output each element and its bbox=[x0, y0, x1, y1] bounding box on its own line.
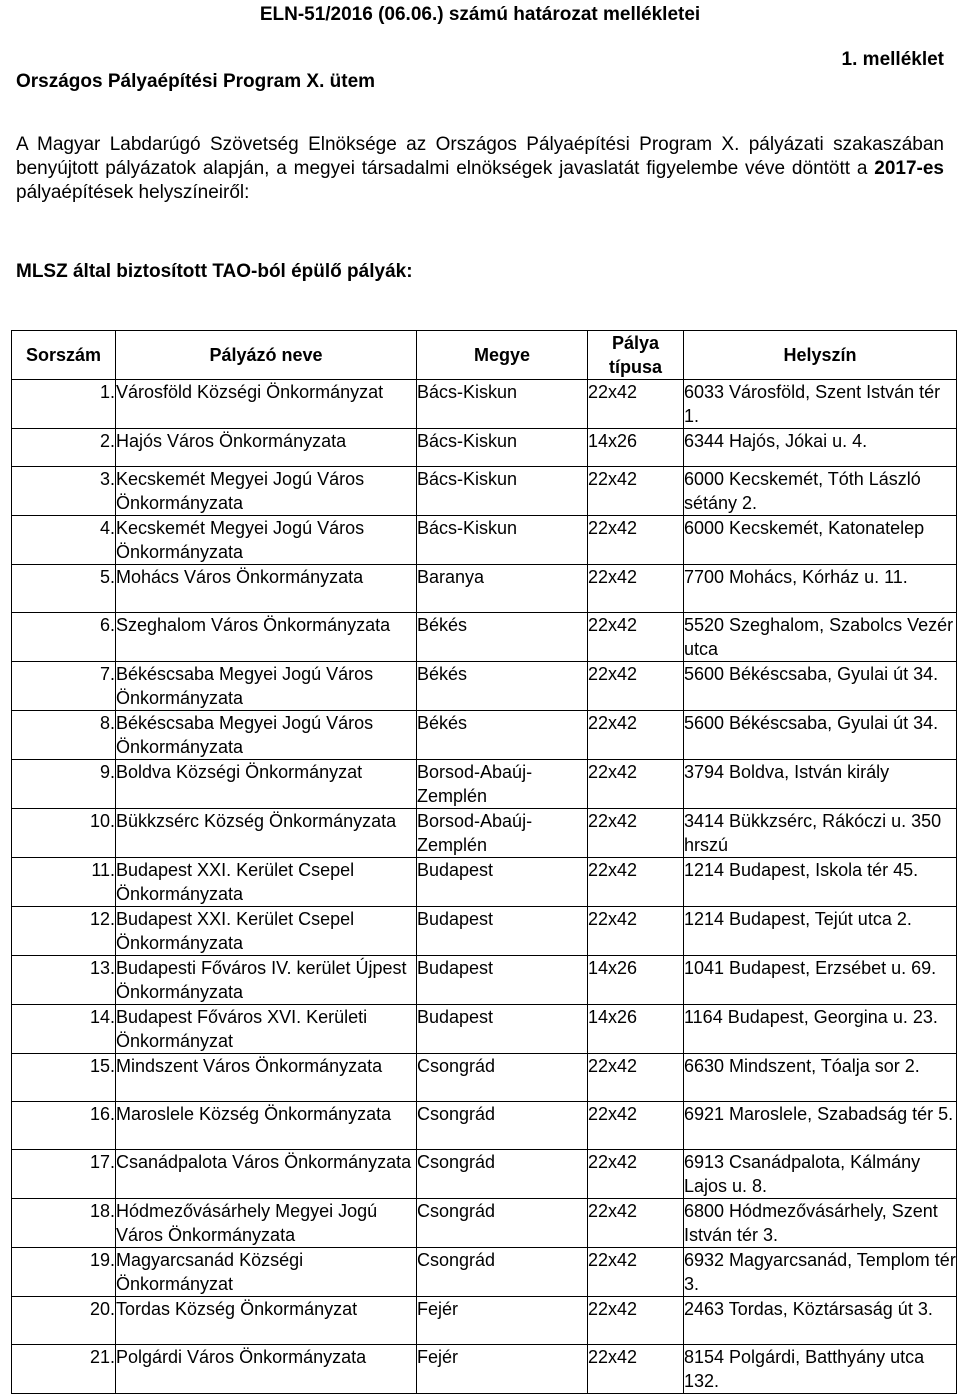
cell-type: 22x42 bbox=[588, 907, 684, 956]
cell-county: Fejér bbox=[417, 1345, 588, 1394]
program-title: Országos Pályaépítési Program X. ütem bbox=[16, 71, 376, 92]
cell-nr: 3. bbox=[12, 467, 116, 516]
table-row bbox=[12, 662, 957, 711]
cell-nr: 18. bbox=[12, 1199, 116, 1248]
cell-name: Békéscsaba Megyei Jogú Város Önkormányzata bbox=[116, 662, 417, 711]
cell-nr: 7. bbox=[12, 662, 116, 711]
header-nr: Sorszám bbox=[12, 331, 116, 380]
cell-name: Kecskemét Megyei Jogú Város Önkormányzata bbox=[116, 516, 417, 565]
cell-type: 22x42 bbox=[588, 711, 684, 760]
cell-type: 22x42 bbox=[588, 1345, 684, 1394]
cell-nr: 2. bbox=[12, 429, 116, 467]
cell-type: 22x42 bbox=[588, 858, 684, 907]
cell-address: 6033 Városföld, Szent István tér 1. bbox=[684, 380, 957, 429]
intro-year: 2017-es bbox=[874, 158, 944, 179]
cell-address: 8154 Polgárdi, Batthyány utca 132. bbox=[684, 1345, 957, 1394]
cell-address: 6000 Kecskemét, Katonatelep bbox=[684, 516, 957, 565]
pitch-table bbox=[11, 330, 957, 1394]
cell-nr: 21. bbox=[12, 1345, 116, 1394]
cell-name: Polgárdi Város Önkormányzata bbox=[116, 1345, 417, 1394]
cell-nr: 11. bbox=[12, 858, 116, 907]
header-county: Megye bbox=[417, 331, 588, 380]
cell-nr: 16. bbox=[12, 1102, 116, 1150]
cell-name: Hajós Város Önkormányzata bbox=[116, 429, 417, 467]
cell-address: 5520 Szeghalom, Szabolcs Vezér utca bbox=[684, 613, 957, 662]
cell-type: 22x42 bbox=[588, 760, 684, 809]
table-row bbox=[12, 1248, 957, 1297]
cell-name: Maroslele Község Önkormányzata bbox=[116, 1102, 417, 1150]
cell-address: 1041 Budapest, Erzsébet u. 69. bbox=[684, 956, 957, 1005]
cell-name: Magyarcsanád Községi Önkormányzat bbox=[116, 1248, 417, 1297]
cell-county: Csongrád bbox=[417, 1199, 588, 1248]
cell-name: Mindszent Város Önkormányzata bbox=[116, 1054, 417, 1102]
cell-type: 14x26 bbox=[588, 956, 684, 1005]
cell-county: Budapest bbox=[417, 956, 588, 1005]
cell-nr: 5. bbox=[12, 565, 116, 613]
cell-address: 6800 Hódmezővásárhely, Szent István tér 3. bbox=[684, 1199, 957, 1248]
cell-address: 6630 Mindszent, Tóalja sor 2. bbox=[684, 1054, 957, 1102]
table-row bbox=[12, 1102, 957, 1150]
cell-type: 22x42 bbox=[588, 662, 684, 711]
cell-name: Városföld Községi Önkormányzat bbox=[116, 380, 417, 429]
cell-county: Békés bbox=[417, 662, 588, 711]
table-row bbox=[12, 565, 957, 613]
cell-type: 22x42 bbox=[588, 1199, 684, 1248]
cell-county: Baranya bbox=[417, 565, 588, 613]
cell-address: 2463 Tordas, Köztársaság út 3. bbox=[684, 1297, 957, 1345]
cell-type: 22x42 bbox=[588, 1297, 684, 1345]
cell-address: 3414 Bükkzsérc, Rákóczi u. 350 hrszú bbox=[684, 809, 957, 858]
cell-county: Budapest bbox=[417, 907, 588, 956]
table-row bbox=[12, 380, 957, 429]
cell-county: Csongrád bbox=[417, 1102, 588, 1150]
cell-nr: 15. bbox=[12, 1054, 116, 1102]
header-address: Helyszín bbox=[684, 331, 957, 380]
cell-nr: 19. bbox=[12, 1248, 116, 1297]
intro-text-end: pályaépítések helyszíneiről: bbox=[16, 182, 250, 203]
cell-name: Csanádpalota Város Önkormányzata bbox=[116, 1150, 417, 1199]
cell-county: Békés bbox=[417, 711, 588, 760]
annex-label: 1. melléklet bbox=[841, 49, 944, 70]
cell-address: 1164 Budapest, Georgina u. 23. bbox=[684, 1005, 957, 1054]
cell-county: Borsod-Abaúj-Zemplén bbox=[417, 760, 588, 809]
cell-nr: 14. bbox=[12, 1005, 116, 1054]
cell-type: 22x42 bbox=[588, 613, 684, 662]
cell-nr: 6. bbox=[12, 613, 116, 662]
document-title: ELN-51/2016 (06.06.) számú határozat mellékletei bbox=[259, 4, 701, 25]
table-row bbox=[12, 467, 957, 516]
cell-county: Békés bbox=[417, 613, 588, 662]
cell-address: 6932 Magyarcsanád, Templom tér 3. bbox=[684, 1248, 957, 1297]
cell-address: 1214 Budapest, Tejút utca 2. bbox=[684, 907, 957, 956]
table-row bbox=[12, 907, 957, 956]
cell-type: 22x42 bbox=[588, 1102, 684, 1150]
section-title: MLSZ által biztosított TAO-ból épülő pályák: bbox=[16, 261, 413, 282]
cell-address: 1214 Budapest, Iskola tér 45. bbox=[684, 858, 957, 907]
cell-type: 22x42 bbox=[588, 380, 684, 429]
cell-address: 6913 Csanádpalota, Kálmány Lajos u. 8. bbox=[684, 1150, 957, 1199]
table-row bbox=[12, 956, 957, 1005]
table-row bbox=[12, 1199, 957, 1248]
cell-name: Bükkzsérc Község Önkormányzata bbox=[116, 809, 417, 858]
cell-type: 22x42 bbox=[588, 1248, 684, 1297]
table-row bbox=[12, 516, 957, 565]
cell-type: 22x42 bbox=[588, 565, 684, 613]
table-header-row bbox=[12, 331, 957, 380]
cell-type: 22x42 bbox=[588, 1150, 684, 1199]
cell-county: Borsod-Abaúj-Zemplén bbox=[417, 809, 588, 858]
cell-type: 14x26 bbox=[588, 1005, 684, 1054]
cell-type: 22x42 bbox=[588, 516, 684, 565]
cell-type: 22x42 bbox=[588, 1054, 684, 1102]
table-body bbox=[12, 380, 957, 1394]
cell-county: Bács-Kiskun bbox=[417, 380, 588, 429]
intro-text-start: A Magyar Labdarúgó Szövetség Elnöksége az Országos Pályaépítési Program X. pályázati szakaszában benyújtott pályázatok alapján, a megyei társadalmi elnökségek javaslatát figyelembe véve döntött a bbox=[16, 134, 944, 179]
cell-county: Bács-Kiskun bbox=[417, 467, 588, 516]
cell-address: 3794 Boldva, István király bbox=[684, 760, 957, 809]
cell-name: Boldva Községi Önkormányzat bbox=[116, 760, 417, 809]
cell-name: Szeghalom Város Önkormányzata bbox=[116, 613, 417, 662]
cell-name: Hódmezővásárhely Megyei Jogú Város Önkormányzata bbox=[116, 1199, 417, 1248]
cell-address: 5600 Békéscsaba, Gyulai út 34. bbox=[684, 662, 957, 711]
cell-name: Budapest XXI. Kerület Csepel Önkormányzata bbox=[116, 858, 417, 907]
cell-address: 6921 Maroslele, Szabadság tér 5. bbox=[684, 1102, 957, 1150]
cell-nr: 4. bbox=[12, 516, 116, 565]
table-row bbox=[12, 809, 957, 858]
cell-county: Fejér bbox=[417, 1297, 588, 1345]
cell-nr: 10. bbox=[12, 809, 116, 858]
table-row bbox=[12, 858, 957, 907]
table-row bbox=[12, 711, 957, 760]
cell-county: Csongrád bbox=[417, 1150, 588, 1199]
cell-type: 14x26 bbox=[588, 429, 684, 467]
cell-type: 22x42 bbox=[588, 467, 684, 516]
cell-nr: 9. bbox=[12, 760, 116, 809]
table-row bbox=[12, 1297, 957, 1345]
cell-nr: 1. bbox=[12, 380, 116, 429]
table-row bbox=[12, 1345, 957, 1394]
cell-name: Mohács Város Önkormányzata bbox=[116, 565, 417, 613]
table-row bbox=[12, 1005, 957, 1054]
intro-paragraph bbox=[16, 133, 944, 205]
cell-county: Bács-Kiskun bbox=[417, 516, 588, 565]
header-type: Pálya típusa bbox=[588, 331, 684, 380]
cell-type: 22x42 bbox=[588, 809, 684, 858]
cell-county: Budapest bbox=[417, 1005, 588, 1054]
cell-name: Budapesti Főváros IV. kerület Újpest Önkormányzata bbox=[116, 956, 417, 1005]
cell-nr: 12. bbox=[12, 907, 116, 956]
cell-nr: 13. bbox=[12, 956, 116, 1005]
cell-nr: 17. bbox=[12, 1150, 116, 1199]
table-row bbox=[12, 760, 957, 809]
table-row bbox=[12, 1150, 957, 1199]
table-row bbox=[12, 613, 957, 662]
cell-name: Békéscsaba Megyei Jogú Város Önkormányzata bbox=[116, 711, 417, 760]
cell-nr: 8. bbox=[12, 711, 116, 760]
cell-name: Budapest XXI. Kerület Csepel Önkormányzata bbox=[116, 907, 417, 956]
table-row bbox=[12, 1054, 957, 1102]
cell-address: 6344 Hajós, Jókai u. 4. bbox=[684, 429, 957, 467]
cell-nr: 20. bbox=[12, 1297, 116, 1345]
cell-county: Csongrád bbox=[417, 1248, 588, 1297]
cell-address: 5600 Békéscsaba, Gyulai út 34. bbox=[684, 711, 957, 760]
cell-county: Bács-Kiskun bbox=[417, 429, 588, 467]
header-name: Pályázó neve bbox=[116, 331, 417, 380]
cell-name: Tordas Község Önkormányzat bbox=[116, 1297, 417, 1345]
cell-county: Csongrád bbox=[417, 1054, 588, 1102]
table-row bbox=[12, 429, 957, 467]
cell-name: Budapest Főváros XVI. Kerületi Önkormányzat bbox=[116, 1005, 417, 1054]
cell-county: Budapest bbox=[417, 858, 588, 907]
cell-address: 6000 Kecskemét, Tóth László sétány 2. bbox=[684, 467, 957, 516]
cell-address: 7700 Mohács, Kórház u. 11. bbox=[684, 565, 957, 613]
cell-name: Kecskemét Megyei Jogú Város Önkormányzata bbox=[116, 467, 417, 516]
